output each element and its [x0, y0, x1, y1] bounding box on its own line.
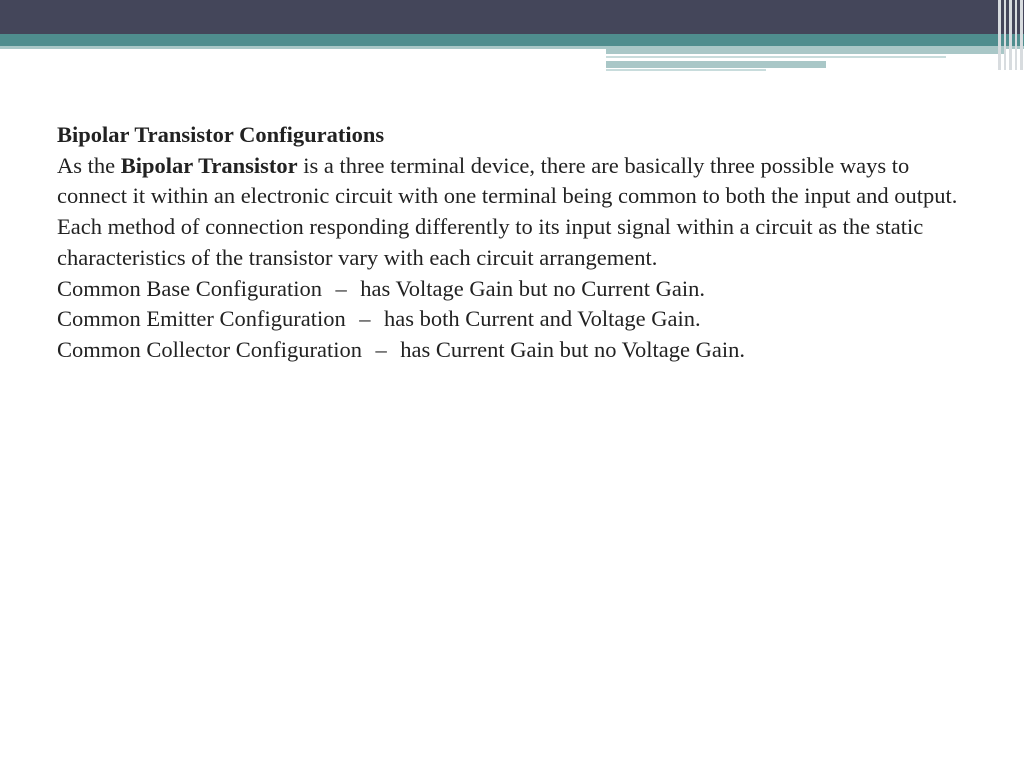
config-name: Common Base Configuration [57, 275, 322, 301]
config-name: Common Emitter Configuration [57, 306, 346, 332]
config-line-base [57, 274, 967, 305]
slide-heading: Bipolar Transistor Configurations [57, 122, 385, 147]
config-description: has both Current and Voltage Gain. [383, 306, 701, 332]
intro-bold-term: Bipolar Transistor [120, 152, 298, 178]
config-name: Common Collector Configuration [57, 336, 362, 362]
accent-band [0, 34, 1024, 46]
config-line-collector [57, 335, 967, 366]
header-bar [0, 0, 1024, 34]
intro-rest: is a three terminal device, there are basically three possible ways to connect it within an electronic circuit with one terminal being common to both the input and output. Each method of connection responding differently to its input signal within a circuit as the static characteristics of the transistor vary with each circuit arrangement. [57, 152, 958, 270]
config-line-emitter [57, 304, 967, 335]
intro-paragraph [57, 151, 967, 274]
slide-body [57, 120, 967, 366]
config-separator: – [375, 336, 387, 362]
decorative-vertical-bars [994, 0, 1024, 70]
intro-prefix: As the [57, 152, 121, 178]
decorative-lines [606, 49, 1024, 71]
config-separator: – [359, 306, 371, 332]
config-separator: – [335, 275, 347, 301]
config-description: has Current Gain but no Voltage Gain. [400, 336, 745, 362]
config-description: has Voltage Gain but no Current Gain. [360, 275, 705, 301]
